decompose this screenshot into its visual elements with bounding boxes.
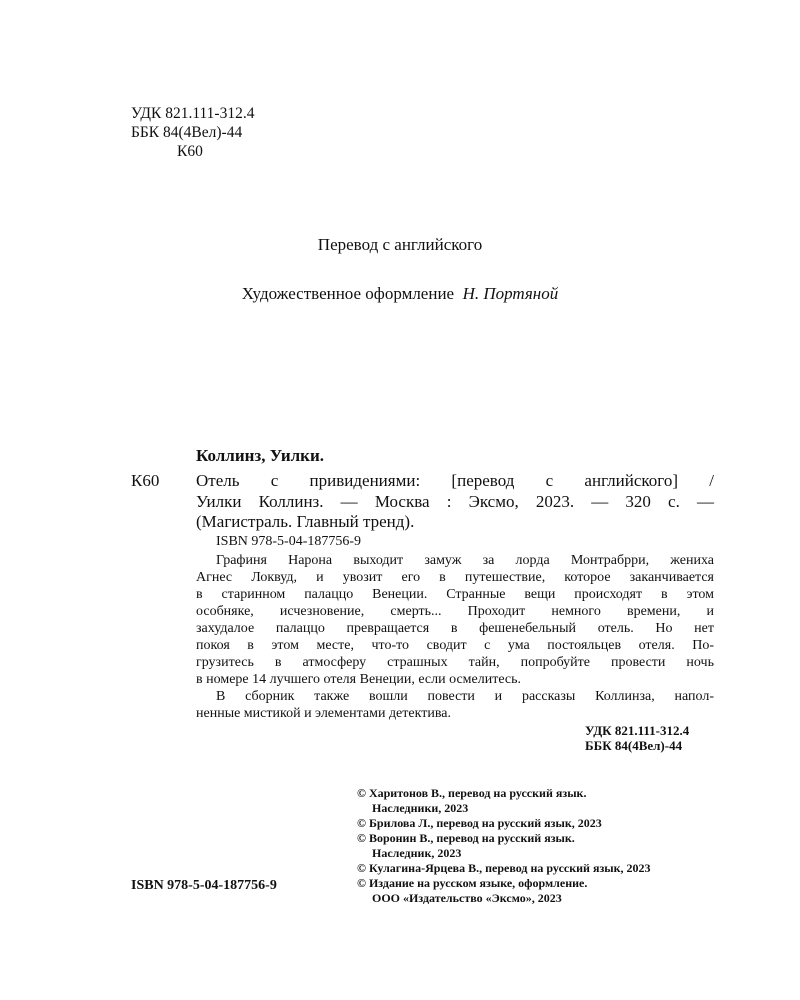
annotation-line: захудалое палаццо превращается в фешенебельный отель. Но нет <box>196 621 714 636</box>
annotation-line: грузитесь в атмосферу страшных тайн, попробуйте провести ночь <box>196 655 714 670</box>
annotation-line: покоя в этом месте, что-то сводит с ума постояльцев отеля. По- <box>196 638 714 653</box>
copyright-line: Наследник, 2023 <box>372 846 462 860</box>
bbk-code-right: ББК 84(4Вел)-44 <box>585 738 683 753</box>
title-line: Уилки Коллинз. — Москва : Эксмо, 2023. — 320 с. — <box>196 491 714 511</box>
translation-note: Перевод с английского <box>317 235 483 254</box>
annotation-line: В сборник также вошли повести и рассказы Коллинза, напол- <box>216 689 714 704</box>
title-line: (Магистраль. Главный тренд). <box>196 512 415 531</box>
annotation-line: в старинном палаццо Венеции. Странные вещи происходят в этом <box>196 587 714 602</box>
header-classification-codes <box>131 104 254 161</box>
udk-code: УДК 821.111-312.4 <box>131 105 255 122</box>
annotation-line: Агнес Локвуд, и увозит его в путешествие, которое заканчивается <box>196 570 714 585</box>
copyright-line: © Кулагина-Ярцева В., перевод на русский язык, 2023 <box>357 861 651 875</box>
annotation-line: особняке, исчезновение, смерть... Проходит немного времени, и <box>196 604 714 619</box>
title-line: Отель с привидениями: [перевод с английского] / <box>196 471 714 490</box>
isbn-bottom: ISBN 978-5-04-187756-9 <box>131 878 277 893</box>
annotation-line: Графиня Нарона выходит замуж за лорда Монтрабрри, жениха <box>216 553 714 568</box>
design-credit-label: Художественное оформление <box>241 284 455 303</box>
annotation-line: ненные мистикой и элементами детектива. <box>196 706 451 721</box>
annotation <box>196 552 714 722</box>
copyright-line: © Брилова Л., перевод на русский язык, 2023 <box>357 816 602 830</box>
classification-right <box>585 723 689 753</box>
bbk-code: ББК 84(4Вел)-44 <box>131 124 243 141</box>
design-credit-designer: Н. Портяной <box>462 284 559 303</box>
copyright-line: ООО «Издательство «Эксмо», 2023 <box>372 891 562 905</box>
copyright-line: © Воронин В., перевод на русский язык. <box>357 831 575 845</box>
author-mark-code: К60 <box>177 143 203 160</box>
copyright-line: © Издание на русском языке, оформление. <box>357 876 588 890</box>
udk-code-right: УДК 821.111-312.4 <box>585 723 690 738</box>
bibliographic-author-mark: К60 <box>131 471 160 490</box>
bibliographic-isbn: ISBN 978-5-04-187756-9 <box>216 534 362 549</box>
annotation-line: в номере 14 лучшего отеля Венеции, если осмелитесь. <box>196 672 521 687</box>
copyright-block <box>357 786 651 906</box>
design-credit <box>0 284 800 304</box>
copyright-line: © Харитонов В., перевод на русский язык. <box>357 786 587 800</box>
bibliographic-author: Коллинз, Уилки. <box>196 446 325 465</box>
bibliographic-title <box>196 471 714 533</box>
copyright-line: Наследники, 2023 <box>372 801 469 815</box>
